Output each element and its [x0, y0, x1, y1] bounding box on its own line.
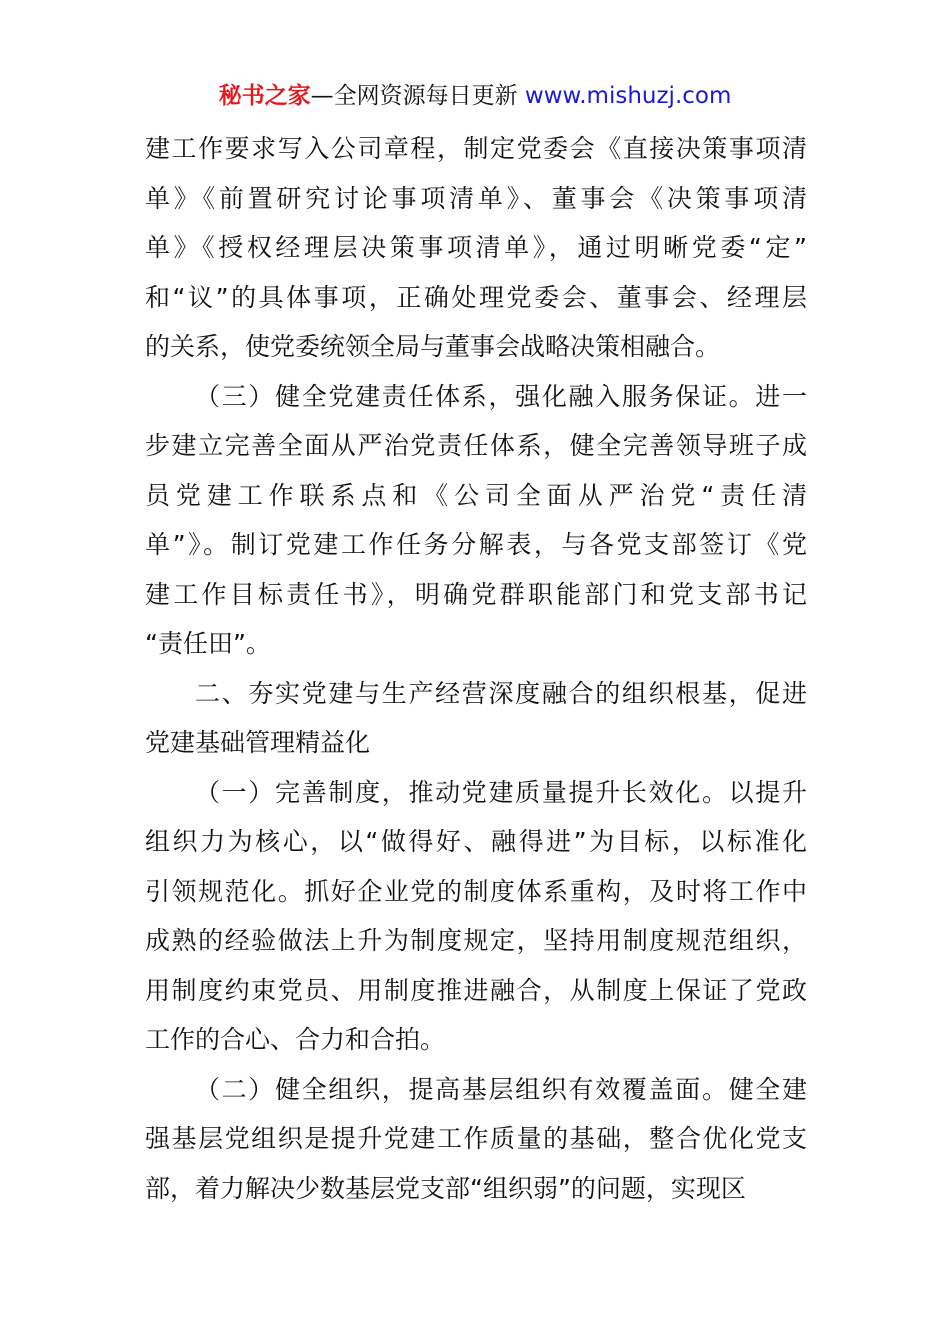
text-line: “责任田”。	[145, 629, 271, 658]
paragraph	[145, 124, 807, 372]
site-tagline: —全网资源每日更新	[310, 83, 518, 109]
text-line: 和“议”的具体事项，正确处理党委会、董事会、经理层	[145, 282, 807, 312]
document-body	[145, 124, 807, 1213]
paragraph	[145, 1065, 807, 1214]
paragraph	[145, 669, 807, 768]
site-brand: 秘书之家	[218, 83, 311, 109]
text-line: 步建立完善全面从严治党责任体系，健全完善领导班子成	[145, 431, 807, 460]
text-line: 强基层党组织是提升党建工作质量的基础，整合优化党支	[145, 1124, 807, 1153]
text-line: （二）健全组织，提高基层组织有效覆盖面。健全建	[195, 1074, 807, 1104]
text-line: 成熟的经验做法上升为制度规定，坚持用制度规范组织，	[145, 926, 807, 955]
text-line: （三）健全党建责任体系，强化融入服务保证。进一	[195, 381, 807, 411]
text-line: 组织力为核心，以“做得好、融得进”为目标，以标准化	[145, 827, 807, 856]
text-line: 单”》。制订党建工作任务分解表，与各党支部签订《党	[145, 530, 807, 559]
paragraph	[145, 372, 807, 669]
text-line: 单》《授权经理层决策事项清单》，通过明晰党委“定”	[145, 233, 807, 262]
text-line: 员党建工作联系点和《公司全面从严治党“责任清	[145, 480, 807, 510]
site-url-link[interactable]: www.mishuzj.com	[524, 83, 732, 109]
text-line: 建工作目标责任书》，明确党群职能部门和党支部书记	[145, 579, 807, 609]
text-line: 二、夯实党建与生产经营深度融合的组织根基，促进	[195, 678, 807, 708]
text-line: （一）完善制度，推动党建质量提升长效化。以提升	[195, 777, 807, 807]
paragraph	[145, 768, 807, 1065]
text-line: 引领规范化。抓好企业党的制度体系重构，及时将工作中	[145, 876, 807, 906]
text-line: 党建基础管理精益化	[145, 728, 371, 757]
site-header	[0, 79, 950, 113]
text-line: 建工作要求写入公司章程，制定党委会《直接决策事项清	[145, 134, 807, 163]
text-line: 用制度约束党员、用制度推进融合，从制度上保证了党政	[145, 975, 807, 1005]
text-line: 部，着力解决少数基层党支部“组织弱”的问题，实现区	[145, 1173, 746, 1203]
text-line: 单》《前置研究讨论事项清单》、董事会《决策事项清	[145, 183, 807, 213]
text-line: 的关系，使党委统领全局与董事会战略决策相融合。	[145, 332, 721, 361]
text-line: 工作的合心、合力和合拍。	[145, 1025, 446, 1054]
